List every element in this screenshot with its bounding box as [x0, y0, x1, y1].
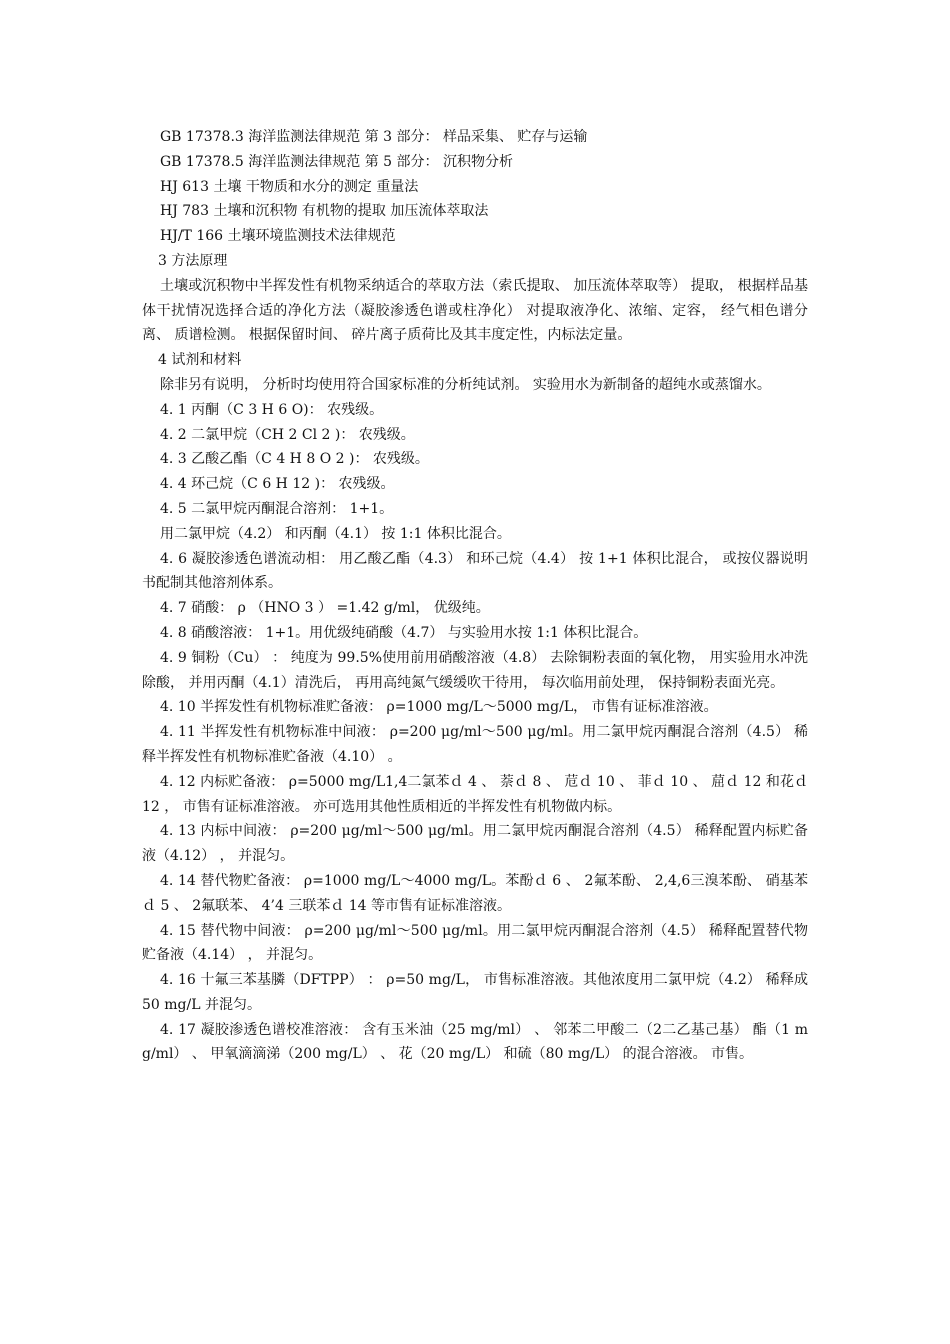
section-heading-reagents: 4 试剂和材料 — [158, 352, 242, 369]
reagent-item: 4. 4 环己烷（C 6 H 12 )： 农残级。 — [160, 476, 395, 493]
reference-line: GB 17378.3 海洋监测法律规范 第 3 部分： 样品采集、 贮存与运输 — [160, 129, 588, 145]
reagent-item: 4. 5 二氯甲烷丙酮混合溶剂： 1+1。 — [160, 500, 394, 517]
reagent-item: 4. 8 硝酸溶液： 1+1。用优级纯硝酸（4.7） 与实验用水按 1:1 体积比混合。 — [160, 624, 648, 641]
reagent-item: 4. 6 凝胶渗透色谱流动相： 用乙酸乙酯（4.3） 和环己烷（4.4） 按 1+1 体积比混合， 或按仪器说明书配制其他溶剂体系。 — [142, 550, 808, 592]
reagent-item: 4. 14 替代物贮备液： ρ=1000 mg/L～4000 mg/L。苯酚ｄ 6 、 2氟苯酚、 2,4,6三溴苯酚、 硝基苯ｄ 5 、 2氟联苯、 4’4 三联苯ｄ 14 等市售有证标准溶液。 — [142, 872, 808, 914]
reference-line: GB 17378.5 海洋监测法律规范 第 5 部分： 沉积物分析 — [160, 153, 513, 170]
reference-line: HJ 783 土壤和沉积物 有机物的提取 加压流体萃取法 — [160, 203, 489, 220]
reagent-item: 4. 1 丙酮（C 3 H 6 O)： 农残级。 — [160, 401, 384, 418]
reagent-item: 4. 15 替代物中间液： ρ=200 μg/ml～500 μg/ml。用二氯甲烷丙酮混合溶剂（4.5） 稀释配置替代物贮备液（4.14） ， 并混匀。 — [142, 922, 808, 964]
reagent-item: 4. 11 半挥发性有机物标准中间液： ρ=200 μg/ml～500 μg/ml。用二氯甲烷丙酮混合溶剂（4.5） 稀释半挥发性有机物标准贮备液（4.10） 。 — [142, 724, 808, 765]
reagent-item: 4. 17 凝胶渗透色谱校准溶液： 含有玉米油（25 mg/ml） 、 邻苯二甲酸二（2二乙基己基） 酯（1 mg/ml） 、 甲氧滴滴涕（200 mg/L） 、 花（20 mg/L） 和硫（80 mg/L） 的混合溶液。 市售。 — [142, 1021, 808, 1063]
section-heading-method-principle: 3 方法原理 — [158, 252, 228, 269]
reagent-item: 4. 13 内标中间液： ρ=200 μg/ml～500 μg/ml。用二氯甲烷丙酮混合溶剂（4.5） 稀释配置内标贮备液（4.12） ， 并混匀。 — [142, 823, 808, 865]
reagent-item: 4. 9 铜粉（Cu） ： 纯度为 99.5%使用前用硝酸溶液（4.8） 去除铜粉表面的氧化物， 用实验用水冲洗除酸， 并用丙酮（4.1）清洗后， 再用高纯氮气缓缓吹干待用， 每次临用前处理， 保持铜粉表面光亮。 — [142, 649, 808, 691]
reference-line: HJ/T 166 土壤环境监测技术法律规范 — [160, 228, 396, 245]
method-principle-paragraph: 土壤或沉积物中半挥发性有机物采纳适合的萃取方法（索氏提取、 加压流体萃取等） 提取， 根据样品基体干扰情况选择合适的净化方法（凝胶渗透色谱或柱净化） 对提取液净化、浓缩、定容， 经气相色谱分离、 质谱检测。 根据保留时间、 碎片离子质荷比及其丰度定性，内标法定量。 — [142, 277, 808, 344]
reagent-note: 用二氯甲烷（4.2） 和丙酮（4.1） 按 1:1 体积比混合。 — [160, 525, 511, 542]
reagents-intro-paragraph: 除非另有说明， 分析时均使用符合国家标准的分析纯试剂。 实验用水为新制备的超纯水或蒸馏水。 — [160, 376, 771, 393]
reagent-item: 4. 12 内标贮备液： ρ=5000 mg/L1,4二氯苯ｄ 4 、 萘ｄ 8 、 苊ｄ 10 、 菲ｄ 10 、 䓛ｄ 12 和花ｄ 12 ， 市售有证标准溶液。 亦可选用其他性质相近的半挥发性有机物做内标。 — [142, 773, 808, 815]
reagent-item: 4. 7 硝酸： ρ （HNO 3 ） =1.42 g/ml， 优级纯。 — [160, 600, 490, 617]
reference-line: HJ 613 土壤 干物质和水分的测定 重量法 — [160, 178, 419, 195]
document-body — [142, 125, 808, 1067]
reagent-item: 4. 16 十氟三苯基膦（DFTPP） ： ρ=50 mg/L， 市售标准溶液。其他浓度用二氯甲烷（4.2） 稀释成 50 mg/L 并混匀。 — [142, 972, 808, 1013]
reagent-item: 4. 2 二氯甲烷（CH 2 Cl 2 )： 农残级。 — [160, 426, 415, 443]
reagent-item: 4. 10 半挥发性有机物标准贮备液： ρ=1000 mg/L～5000 mg/L， 市售有证标准溶液。 — [160, 699, 718, 716]
reagent-item: 4. 3 乙酸乙酯（C 4 H 8 O 2 )： 农残级。 — [160, 451, 429, 468]
